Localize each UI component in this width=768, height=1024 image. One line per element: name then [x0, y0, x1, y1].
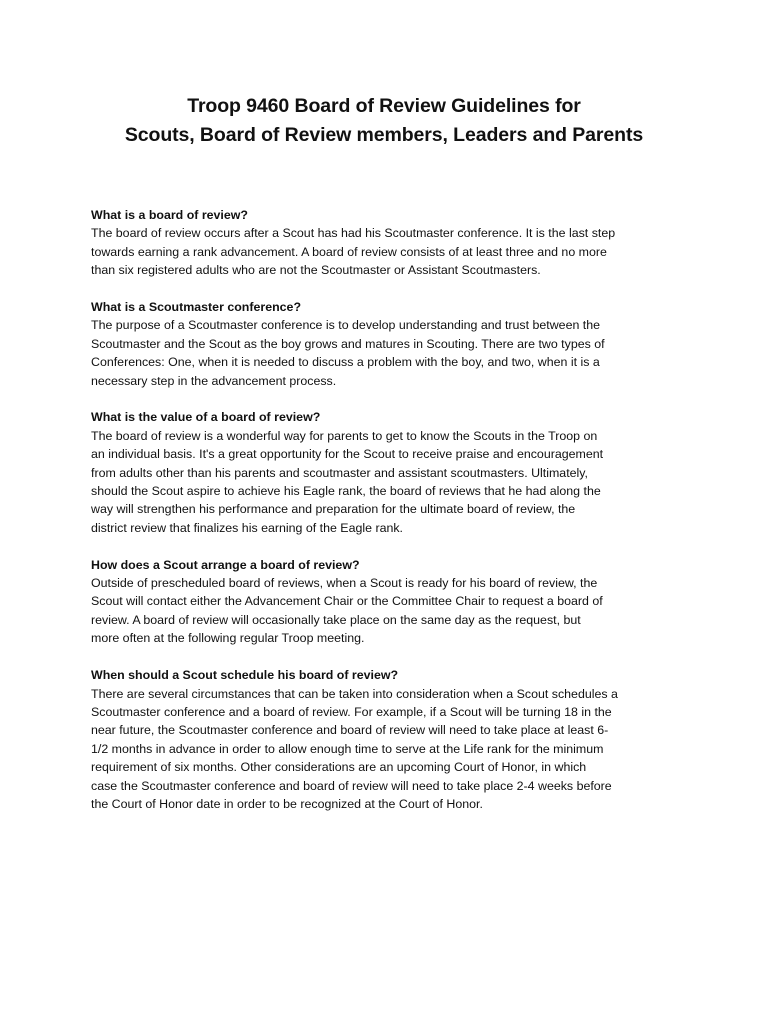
title-line-1: Troop 9460 Board of Review Guidelines for [187, 95, 581, 117]
paragraph-line: 1/2 months in advance in order to allow enough time to serve at the Life rank for the minimum [91, 741, 604, 756]
paragraph-line: requirement of six months. Other considerations are an upcoming Court of Honor, in which [91, 760, 587, 775]
paragraph-line: more often at the following regular Troop meeting. [91, 631, 365, 646]
paragraph-line: Scoutmaster conference and a board of review. For example, if a Scout will be turning 18 in the [91, 704, 612, 719]
section-heading: When should a Scout schedule his board of review? [91, 668, 399, 683]
paragraph-line: The purpose of a Scoutmaster conference is to develop understanding and trust between the [91, 318, 601, 333]
paragraph-line: Scout will contact either the Advancement Chair or the Committee Chair to request a board of [91, 594, 603, 609]
page-title [40, 92, 728, 150]
paragraph-line: The board of review occurs after a Scout has had his Scoutmaster conference. It is the last step [91, 226, 616, 241]
paragraph-line: There are several circumstances that can be taken into consideration when a Scout schedules a [91, 686, 618, 701]
paragraph-line: Outside of prescheduled board of reviews, when a Scout is ready for his board of review, the [91, 576, 598, 591]
paragraph-line: case the Scoutmaster conference and board of review will need to take place 2-4 weeks before [91, 778, 612, 793]
section-arrange-review [91, 556, 691, 648]
paragraph-line: an individual basis. It's a great opportunity for the Scout to receive praise and encouragement [91, 447, 604, 462]
paragraph-line: should the Scout aspire to achieve his Eagle rank, the board of reviews that he had along the [91, 484, 601, 499]
paragraph-line: from adults other than his parents and scoutmaster and assistant scoutmasters. Ultimately, [91, 465, 588, 480]
paragraph-line: the Court of Honor date in order to be recognized at the Court of Honor. [91, 796, 483, 811]
paragraph-line: than six registered adults who are not the Scoutmaster or Assistant Scoutmasters. [91, 263, 541, 278]
paragraph-line: Conferences: One, when it is needed to discuss a problem with the boy, and two, when it is a [91, 355, 600, 370]
paragraph-line: near future, the Scoutmaster conference and board of review will need to take place at least 6- [91, 723, 609, 738]
paragraph-line: Scoutmaster and the Scout as the boy grows and matures in Scouting. There are two types of [91, 336, 605, 351]
document-body [91, 206, 691, 832]
paragraph-line: towards earning a rank advancement. A board of review consists of at least three and no more [91, 244, 607, 259]
section-heading: How does a Scout arrange a board of review? [91, 557, 360, 572]
paragraph-line: district review that finalizes his earning of the Eagle rank. [91, 520, 403, 535]
title-line-2: Scouts, Board of Review members, Leaders and Parents [124, 124, 644, 146]
section-heading: What is a board of review? [91, 208, 248, 222]
section-heading: What is a Scoutmaster conference? [91, 300, 302, 315]
section-value-of-review [91, 408, 691, 537]
section-schedule-review [91, 666, 691, 813]
paragraph-line: necessary step in the advancement process. [91, 373, 337, 388]
paragraph-line: review. A board of review will occasionally take place on the same day as the request, but [91, 612, 581, 627]
section-scoutmaster-conference [91, 298, 691, 390]
section-board-of-review [91, 206, 691, 280]
paragraph-line: way will strengthen his performance and preparation for the ultimate board of review, the [91, 502, 576, 517]
section-heading: What is the value of a board of review? [91, 410, 321, 425]
paragraph-line: The board of review is a wonderful way for parents to get to know the Scouts in the Troop on [91, 428, 598, 443]
